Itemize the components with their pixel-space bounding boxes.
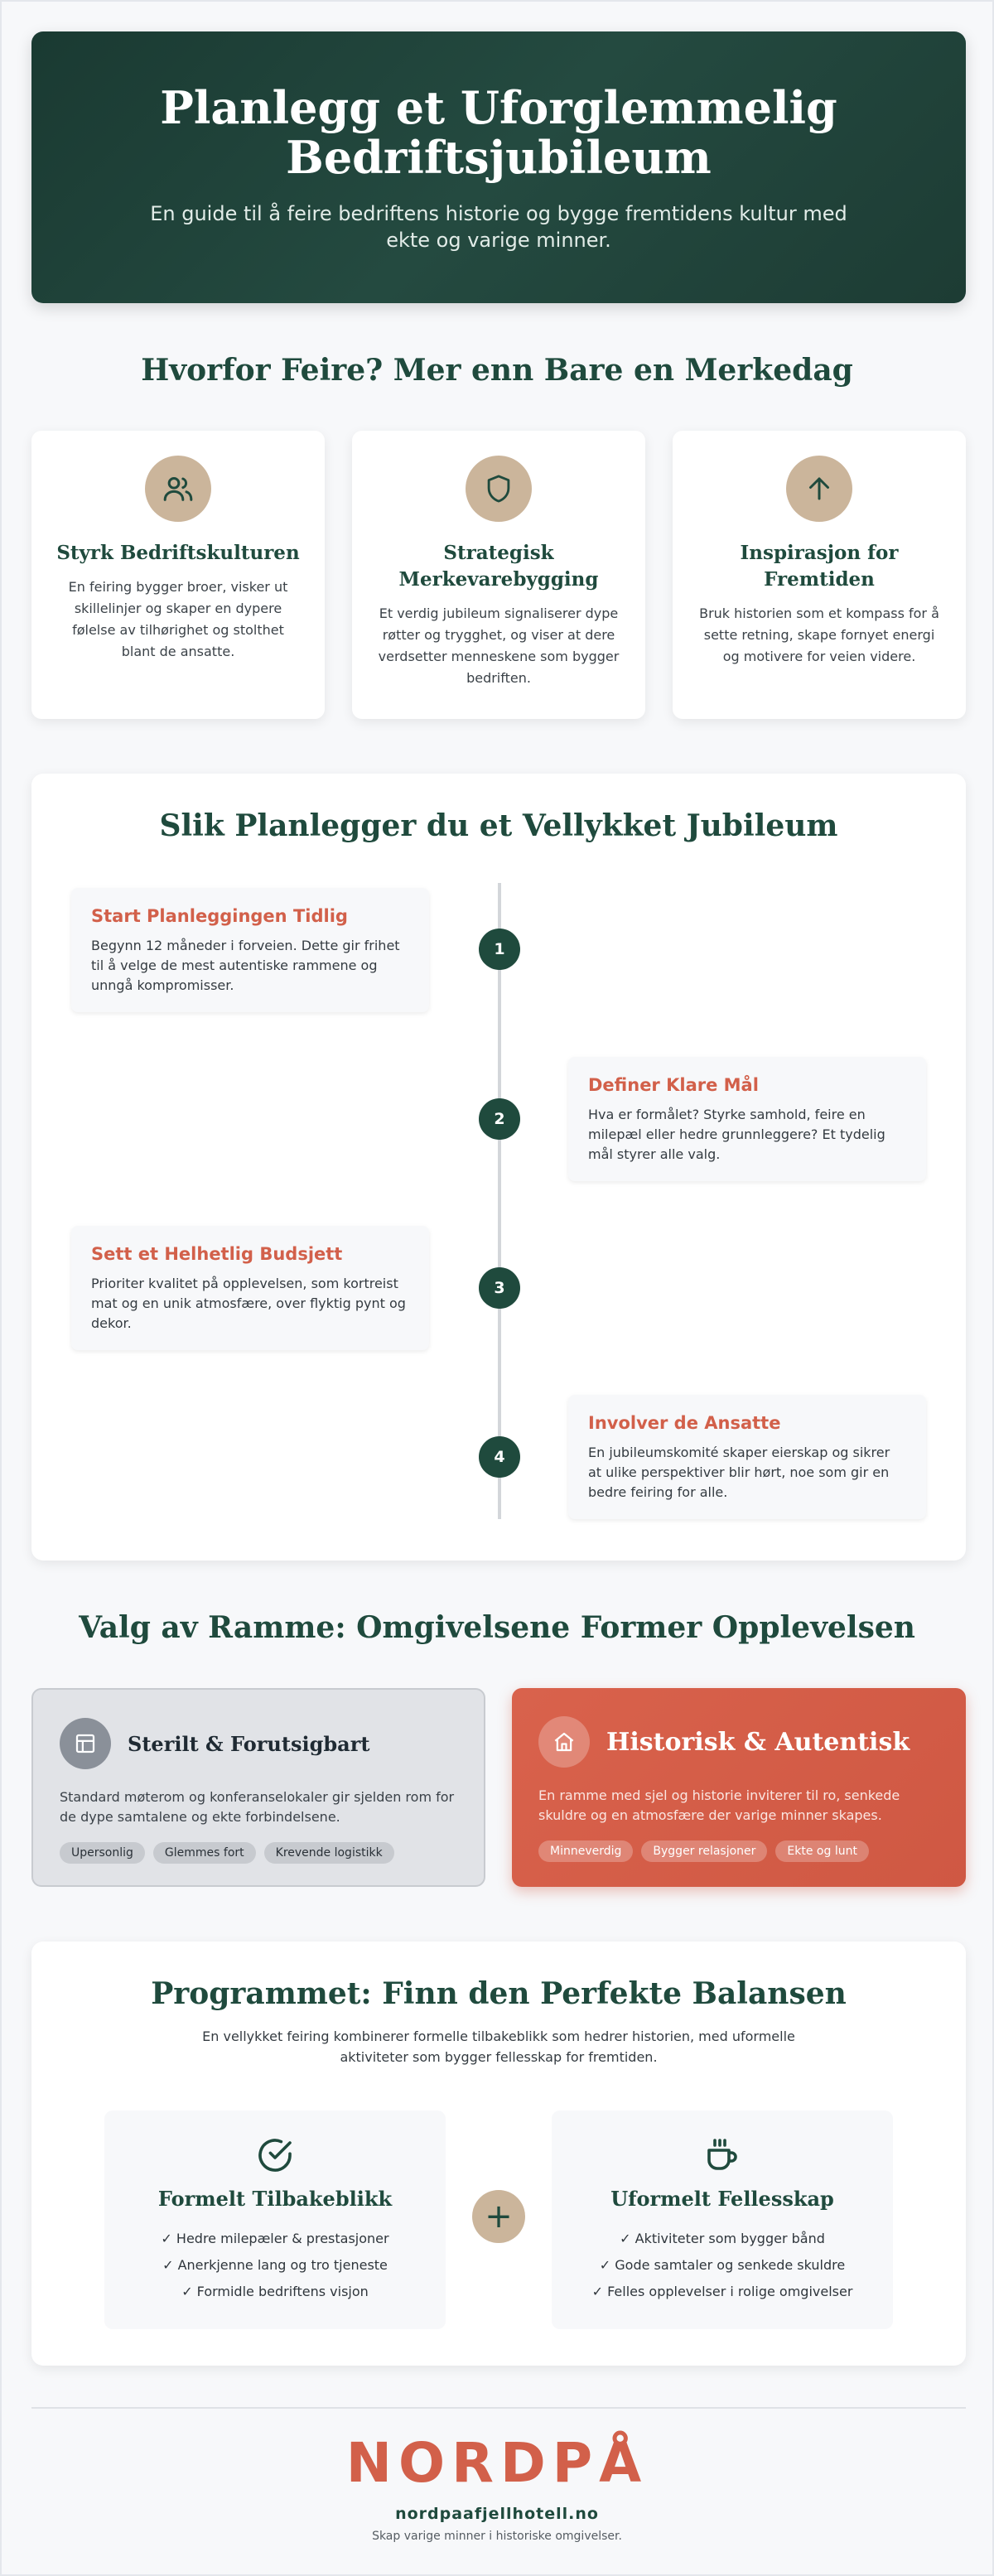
venue-heading: Valg av Ramme: Omgivelsene Former Opplevelsen: [79, 1610, 915, 1645]
venue-tag: Minneverdig: [538, 1840, 633, 1862]
step-text: Prioriter kvalitet på opplevelsen, som kortreist mat og en unik atmosfære, over flyktig pynt og dekor.: [91, 1276, 406, 1331]
venue-tag: Krevende logistikk: [264, 1842, 394, 1864]
hero-subtitle: En guide til å feire bedriftens historie og bygge fremtidens kultur med ekte og varige minner.: [150, 202, 847, 252]
venue-title: Sterilt & Forutsigbart: [128, 1731, 370, 1756]
program-card-formal: [104, 2110, 446, 2329]
step-number-3: 3: [479, 1267, 520, 1309]
why-card-culture: [31, 431, 325, 719]
timeline-line: [498, 883, 501, 1519]
timeline-step-3: [71, 1226, 429, 1350]
program-card-title: Formelt Tilbakeblikk: [157, 2187, 393, 2211]
venue-card-plain: [31, 1688, 485, 1887]
program-heading: Programmet: Finn den Perfekte Balansen: [151, 1976, 847, 2011]
timeline-step-1: [71, 888, 429, 1012]
timeline-panel: [31, 774, 966, 1561]
why-card-text: En feiring bygger broer, visker ut skillelinjer og skaper en dypere følelse av tilhørighet og stolthet blant de ansatte.: [68, 579, 288, 659]
footer-tagline: Skap varige minner i historiske omgivelser.: [372, 2530, 622, 2543]
list-item: ✓ Aktiviteter som bygger bånd: [620, 2231, 825, 2246]
brand-logo: [346, 2430, 648, 2496]
footer: [2, 2430, 992, 2543]
step-number-4: 4: [479, 1436, 520, 1478]
arrow-up-icon: [786, 456, 852, 522]
venue-card-historic: [512, 1688, 966, 1887]
timeline-heading: Slik Planlegger du et Vellykket Jubileum: [159, 808, 838, 843]
venue-tag: Ekte og lunt: [775, 1840, 869, 1862]
why-card-branding: [352, 431, 645, 719]
hero-banner: [31, 31, 966, 303]
venue-tag: Glemmes fort: [153, 1842, 256, 1864]
step-title: Definer Klare Mål: [588, 1075, 759, 1095]
venue-tags: [538, 1840, 939, 1862]
venue-title: Historisk & Autentisk: [606, 1727, 910, 1757]
list-item: ✓ Hedre milepæler & prestasjoner: [161, 2231, 389, 2246]
step-number-2: 2: [479, 1098, 520, 1140]
step-text: Begynn 12 måneder i forveien. Dette gir frihet til å velge de mest autentiske rammene og unngå kompromisser.: [91, 938, 400, 993]
list-item: ✓ Formidle bedriftens visjon: [181, 2284, 369, 2299]
program-list: [104, 2226, 446, 2305]
why-card-title: Inspirasjon for Fremtiden: [740, 542, 899, 591]
logo-text: NORDPÅ: [345, 2431, 649, 2495]
layout-icon: [60, 1718, 111, 1769]
footer-website[interactable]: nordpaafjellhotell.no: [395, 2505, 599, 2523]
venue-tags: [60, 1842, 457, 1864]
step-text: Hva er formålet? Styrke samhold, feire en milepæl eller hedre grunnleggere? Et tydelig mål styrer alle valg.: [588, 1107, 885, 1162]
why-card-text: Bruk historien som et kompass for å sette retning, skape fornyet energi og motivere for veien videre.: [699, 605, 939, 664]
why-card-title: Strategisk Merkevarebygging: [398, 542, 599, 591]
program-panel: [31, 1942, 966, 2366]
users-icon: [145, 456, 211, 522]
step-title: Involver de Ansatte: [588, 1413, 781, 1433]
venue-tag: Upersonlig: [60, 1842, 145, 1864]
step-title: Sett et Helhetlig Budsjett: [91, 1244, 343, 1264]
list-item: ✓ Felles opplevelser i rolige omgivelser: [591, 2284, 853, 2299]
plus-icon: +: [472, 2190, 525, 2243]
coffee-cup-icon: [552, 2135, 893, 2175]
step-number-1: 1: [479, 929, 520, 970]
timeline-step-4: [568, 1395, 926, 1519]
step-title: Start Planleggingen Tidlig: [91, 906, 348, 926]
check-circle-icon: [104, 2135, 446, 2175]
program-list: [552, 2226, 893, 2305]
program-intro: En vellykket feiring kombinerer formelle tilbakeblikk som hedrer historien, med uformelle aktiviteter som bygger fellesskap for fremtiden.: [202, 2028, 795, 2065]
program-card-title: Uformelt Fellesskap: [610, 2187, 834, 2211]
venue-text: Standard møterom og konferanselokaler gir sjelden rom for de dype samtalene og ekte forbindelsene.: [60, 1789, 455, 1825]
venue-text: En ramme med sjel og historie inviterer til ro, senkede skuldre og en atmosfære der varige minner skapes.: [538, 1787, 900, 1823]
list-item: ✓ Gode samtaler og senkede skuldre: [599, 2257, 846, 2273]
why-card-text: Et verdig jubileum signaliserer dype røtter og trygghet, og viser at dere verdsetter menneskene som bygger bedriften.: [378, 605, 620, 686]
timeline-step-2: [568, 1057, 926, 1181]
why-card-title: Styrk Bedriftskulturen: [56, 542, 300, 564]
shield-icon: [466, 456, 532, 522]
footer-divider: [31, 2407, 966, 2409]
list-item: ✓ Anerkjenne lang og tro tjeneste: [162, 2257, 388, 2273]
program-card-informal: [552, 2110, 893, 2329]
step-text: En jubileumskomité skaper eierskap og sikrer at ulike perspektiver blir hørt, noe som gir en bedre feiring for alle.: [588, 1445, 890, 1500]
why-card-inspiration: [673, 431, 966, 719]
venue-tag: Bygger relasjoner: [641, 1840, 767, 1862]
home-icon: [538, 1716, 590, 1768]
page-title: Planlegg et Uforglemmelig Bedriftsjubileum: [160, 81, 837, 184]
why-heading: Hvorfor Feire? Mer enn Bare en Merkedag: [141, 353, 853, 388]
